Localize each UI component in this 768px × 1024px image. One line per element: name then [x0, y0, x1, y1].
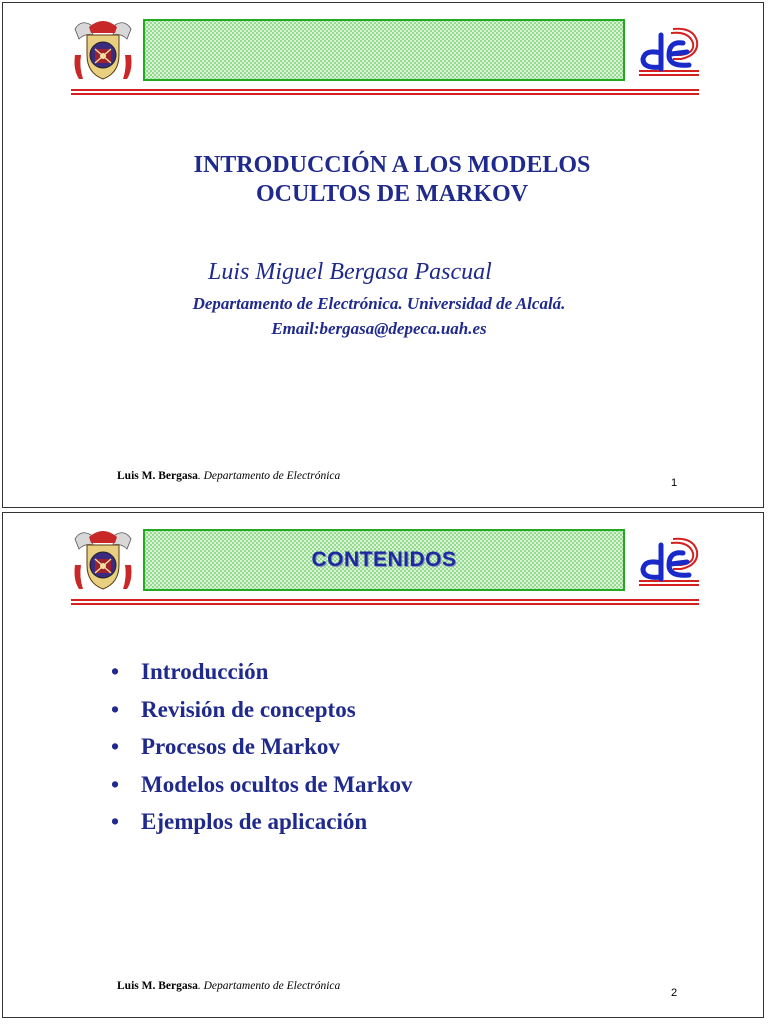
slide-1	[2, 2, 764, 508]
title-line-2: OCULTOS DE MARKOV	[255, 181, 529, 207]
list-item-label: Revisión de conceptos	[141, 696, 356, 722]
page-number: 1	[671, 477, 678, 489]
list-item-label: Modelos ocultos de Markov	[141, 771, 413, 797]
list-item	[111, 809, 413, 847]
header-rule	[71, 599, 699, 605]
dep-logo-icon	[633, 529, 705, 593]
list-item	[111, 734, 413, 772]
bullet-icon: •	[111, 734, 120, 759]
university-crest-icon	[71, 525, 135, 593]
bullet-icon: •	[111, 809, 120, 834]
dep-logo-icon	[633, 19, 705, 83]
university-crest-icon	[71, 15, 135, 83]
list-item-label: Ejemplos de aplicación	[141, 809, 368, 834]
slide-footer	[117, 470, 340, 482]
list-item	[111, 697, 413, 735]
author-name: Luis Miguel Bergasa Pascual	[208, 259, 492, 285]
presentation-title	[3, 151, 764, 209]
slide-2	[2, 512, 764, 1018]
footer-department: . Departamento de Electrónica	[197, 980, 341, 992]
header-title-box	[143, 529, 625, 591]
department-line: Departamento de Electrónica. Universidad de Alcalá.	[192, 294, 566, 313]
list-item-label: Procesos de Markov	[141, 734, 340, 759]
bullet-icon: •	[111, 696, 120, 722]
bullet-icon: •	[111, 771, 120, 797]
bullet-icon: •	[111, 659, 120, 684]
title-line-1: INTRODUCCIÓN A LOS MODELOS	[193, 152, 591, 178]
page-number: 2	[671, 987, 678, 999]
list-item	[111, 772, 413, 810]
footer-author: Luis M. Bergasa	[117, 470, 198, 482]
header-title: CONTENIDOS	[311, 548, 457, 571]
footer-author: Luis M. Bergasa	[117, 980, 198, 992]
list-item-label: Introducción	[141, 659, 269, 684]
list-item	[111, 659, 413, 697]
header-rule	[71, 89, 699, 95]
slide-footer	[117, 980, 340, 992]
header-title-box	[143, 19, 625, 81]
contents-list	[111, 659, 413, 847]
affiliation	[3, 291, 755, 341]
footer-department: . Departamento de Electrónica	[197, 470, 341, 482]
email-line: Email:bergasa@depeca.uah.es	[271, 319, 487, 338]
